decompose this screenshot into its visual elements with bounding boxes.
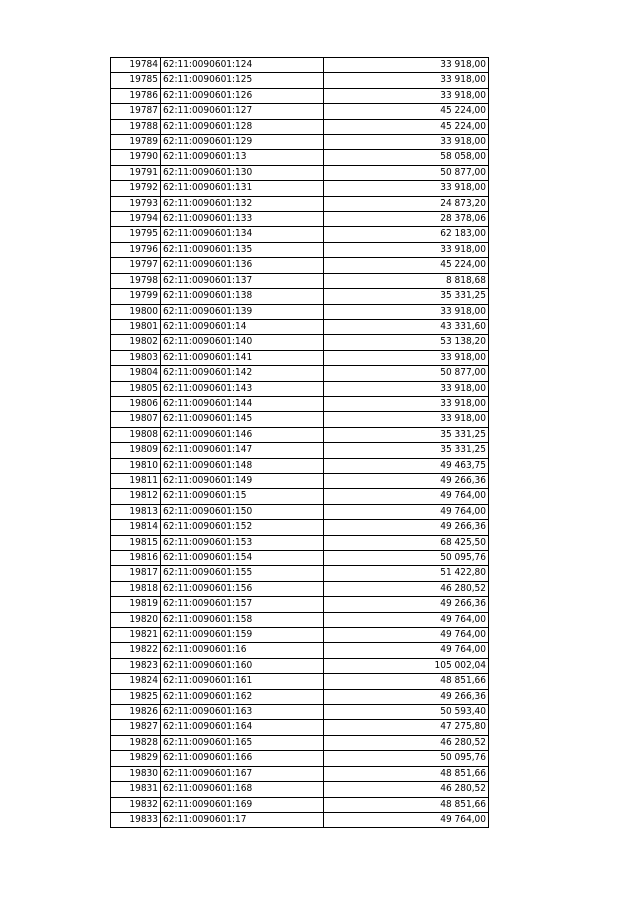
value-cell: 58 058,00	[324, 150, 489, 165]
cadastral-number-cell: 62:11:0090601:153	[161, 535, 324, 550]
value-cell: 49 764,00	[324, 504, 489, 519]
table-row	[111, 674, 489, 689]
row-number-cell: 19824	[111, 674, 161, 689]
value-cell: 46 280,52	[324, 581, 489, 596]
table-row	[111, 504, 489, 519]
cadastral-number-cell: 62:11:0090601:144	[161, 396, 324, 411]
table-row	[111, 119, 489, 134]
table-row	[111, 705, 489, 720]
value-cell: 45 224,00	[324, 119, 489, 134]
value-cell: 46 280,52	[324, 782, 489, 797]
row-number-cell: 19823	[111, 658, 161, 673]
table-row	[111, 751, 489, 766]
cadastral-number-cell: 62:11:0090601:154	[161, 551, 324, 566]
cadastral-number-cell: 62:11:0090601:161	[161, 674, 324, 689]
value-cell: 50 095,76	[324, 751, 489, 766]
table-row	[111, 427, 489, 442]
value-cell: 33 918,00	[324, 304, 489, 319]
cadastral-number-cell: 62:11:0090601:130	[161, 165, 324, 180]
row-number-cell: 19817	[111, 566, 161, 581]
value-cell: 53 138,20	[324, 335, 489, 350]
row-number-cell: 19833	[111, 812, 161, 827]
cadastral-number-cell: 62:11:0090601:13	[161, 150, 324, 165]
value-cell: 33 918,00	[324, 135, 489, 150]
value-cell: 33 918,00	[324, 181, 489, 196]
table-row	[111, 319, 489, 334]
row-number-cell: 19818	[111, 581, 161, 596]
row-number-cell: 19795	[111, 227, 161, 242]
value-cell: 49 266,36	[324, 473, 489, 488]
table-row	[111, 566, 489, 581]
cadastral-number-cell: 62:11:0090601:146	[161, 427, 324, 442]
cadastral-number-cell: 62:11:0090601:167	[161, 766, 324, 781]
value-cell: 35 331,25	[324, 443, 489, 458]
value-cell: 33 918,00	[324, 88, 489, 103]
cadastral-number-cell: 62:11:0090601:160	[161, 658, 324, 673]
cadastral-number-cell: 62:11:0090601:137	[161, 273, 324, 288]
table-row	[111, 612, 489, 627]
table-row	[111, 350, 489, 365]
cadastral-number-cell: 62:11:0090601:124	[161, 58, 324, 73]
value-cell: 62 183,00	[324, 227, 489, 242]
row-number-cell: 19808	[111, 427, 161, 442]
row-number-cell: 19793	[111, 196, 161, 211]
data-table	[110, 57, 489, 828]
value-cell: 35 331,25	[324, 427, 489, 442]
cadastral-number-cell: 62:11:0090601:139	[161, 304, 324, 319]
value-cell: 49 764,00	[324, 489, 489, 504]
table-row	[111, 335, 489, 350]
cadastral-number-cell: 62:11:0090601:134	[161, 227, 324, 242]
table-row	[111, 520, 489, 535]
row-number-cell: 19815	[111, 535, 161, 550]
row-number-cell: 19796	[111, 242, 161, 257]
value-cell: 49 764,00	[324, 812, 489, 827]
value-cell: 28 378,06	[324, 212, 489, 227]
cadastral-number-cell: 62:11:0090601:142	[161, 366, 324, 381]
value-cell: 48 851,66	[324, 797, 489, 812]
row-number-cell: 19829	[111, 751, 161, 766]
table-row	[111, 289, 489, 304]
value-cell: 105 002,04	[324, 658, 489, 673]
value-cell: 33 918,00	[324, 350, 489, 365]
cadastral-number-cell: 62:11:0090601:165	[161, 735, 324, 750]
cadastral-number-cell: 62:11:0090601:156	[161, 581, 324, 596]
cadastral-number-cell: 62:11:0090601:143	[161, 381, 324, 396]
value-cell: 33 918,00	[324, 242, 489, 257]
cadastral-number-cell: 62:11:0090601:152	[161, 520, 324, 535]
value-cell: 49 266,36	[324, 689, 489, 704]
cadastral-number-cell: 62:11:0090601:128	[161, 119, 324, 134]
row-number-cell: 19801	[111, 319, 161, 334]
table-row	[111, 150, 489, 165]
cadastral-number-cell: 62:11:0090601:168	[161, 782, 324, 797]
value-cell: 49 266,36	[324, 597, 489, 612]
cadastral-number-cell: 62:11:0090601:17	[161, 812, 324, 827]
table-row	[111, 766, 489, 781]
cadastral-number-cell: 62:11:0090601:150	[161, 504, 324, 519]
value-cell: 43 331,60	[324, 319, 489, 334]
table-row	[111, 88, 489, 103]
value-cell: 33 918,00	[324, 396, 489, 411]
cadastral-number-cell: 62:11:0090601:169	[161, 797, 324, 812]
row-number-cell: 19802	[111, 335, 161, 350]
table-row	[111, 551, 489, 566]
row-number-cell: 19832	[111, 797, 161, 812]
row-number-cell: 19830	[111, 766, 161, 781]
row-number-cell: 19819	[111, 597, 161, 612]
cadastral-number-cell: 62:11:0090601:147	[161, 443, 324, 458]
value-cell: 49 764,00	[324, 643, 489, 658]
value-cell: 8 818,68	[324, 273, 489, 288]
cadastral-number-cell: 62:11:0090601:126	[161, 88, 324, 103]
row-number-cell: 19797	[111, 258, 161, 273]
table-row	[111, 242, 489, 257]
value-cell: 50 877,00	[324, 165, 489, 180]
row-number-cell: 19787	[111, 104, 161, 119]
row-number-cell: 19788	[111, 119, 161, 134]
cadastral-number-cell: 62:11:0090601:140	[161, 335, 324, 350]
cadastral-number-cell: 62:11:0090601:129	[161, 135, 324, 150]
table-row	[111, 720, 489, 735]
row-number-cell: 19828	[111, 735, 161, 750]
value-cell: 50 095,76	[324, 551, 489, 566]
value-cell: 49 266,36	[324, 520, 489, 535]
row-number-cell: 19807	[111, 412, 161, 427]
cadastral-number-cell: 62:11:0090601:138	[161, 289, 324, 304]
table-row	[111, 104, 489, 119]
value-cell: 35 331,25	[324, 289, 489, 304]
value-cell: 49 764,00	[324, 612, 489, 627]
value-cell: 45 224,00	[324, 258, 489, 273]
value-cell: 33 918,00	[324, 73, 489, 88]
cadastral-number-cell: 62:11:0090601:155	[161, 566, 324, 581]
row-number-cell: 19814	[111, 520, 161, 535]
cadastral-number-cell: 62:11:0090601:136	[161, 258, 324, 273]
value-cell: 46 280,52	[324, 735, 489, 750]
row-number-cell: 19799	[111, 289, 161, 304]
row-number-cell: 19785	[111, 73, 161, 88]
row-number-cell: 19786	[111, 88, 161, 103]
cadastral-number-cell: 62:11:0090601:164	[161, 720, 324, 735]
row-number-cell: 19789	[111, 135, 161, 150]
table-row	[111, 473, 489, 488]
table-row	[111, 689, 489, 704]
table-row	[111, 735, 489, 750]
cadastral-number-cell: 62:11:0090601:131	[161, 181, 324, 196]
table-row	[111, 212, 489, 227]
table-row	[111, 489, 489, 504]
table-body	[111, 58, 489, 828]
cadastral-number-cell: 62:11:0090601:16	[161, 643, 324, 658]
cadastral-number-cell: 62:11:0090601:127	[161, 104, 324, 119]
cadastral-number-cell: 62:11:0090601:166	[161, 751, 324, 766]
row-number-cell: 19803	[111, 350, 161, 365]
table-row	[111, 581, 489, 596]
table-row	[111, 643, 489, 658]
cadastral-number-cell: 62:11:0090601:163	[161, 705, 324, 720]
table-row	[111, 443, 489, 458]
table-row	[111, 396, 489, 411]
row-number-cell: 19792	[111, 181, 161, 196]
table-row	[111, 381, 489, 396]
row-number-cell: 19822	[111, 643, 161, 658]
value-cell: 33 918,00	[324, 412, 489, 427]
row-number-cell: 19806	[111, 396, 161, 411]
row-number-cell: 19821	[111, 628, 161, 643]
table-row	[111, 412, 489, 427]
table-row	[111, 628, 489, 643]
row-number-cell: 19784	[111, 58, 161, 73]
value-cell: 50 877,00	[324, 366, 489, 381]
row-number-cell: 19805	[111, 381, 161, 396]
cadastral-number-cell: 62:11:0090601:162	[161, 689, 324, 704]
cadastral-number-cell: 62:11:0090601:141	[161, 350, 324, 365]
table-row	[111, 658, 489, 673]
table-row	[111, 58, 489, 73]
value-cell: 68 425,50	[324, 535, 489, 550]
value-cell: 47 275,80	[324, 720, 489, 735]
row-number-cell: 19827	[111, 720, 161, 735]
cadastral-number-cell: 62:11:0090601:148	[161, 458, 324, 473]
table-row	[111, 273, 489, 288]
row-number-cell: 19812	[111, 489, 161, 504]
cadastral-number-cell: 62:11:0090601:145	[161, 412, 324, 427]
table-row	[111, 797, 489, 812]
cadastral-number-cell: 62:11:0090601:133	[161, 212, 324, 227]
value-cell: 50 593,40	[324, 705, 489, 720]
table-row	[111, 73, 489, 88]
row-number-cell: 19825	[111, 689, 161, 704]
value-cell: 49 764,00	[324, 628, 489, 643]
row-number-cell: 19790	[111, 150, 161, 165]
cadastral-number-cell: 62:11:0090601:125	[161, 73, 324, 88]
value-cell: 33 918,00	[324, 58, 489, 73]
value-cell: 48 851,66	[324, 674, 489, 689]
cadastral-number-cell: 62:11:0090601:149	[161, 473, 324, 488]
table-row	[111, 366, 489, 381]
value-cell: 45 224,00	[324, 104, 489, 119]
row-number-cell: 19813	[111, 504, 161, 519]
row-number-cell: 19809	[111, 443, 161, 458]
row-number-cell: 19831	[111, 782, 161, 797]
cadastral-number-cell: 62:11:0090601:158	[161, 612, 324, 627]
cadastral-number-cell: 62:11:0090601:132	[161, 196, 324, 211]
table-row	[111, 135, 489, 150]
row-number-cell: 19804	[111, 366, 161, 381]
table-row	[111, 782, 489, 797]
row-number-cell: 19816	[111, 551, 161, 566]
cadastral-number-cell: 62:11:0090601:157	[161, 597, 324, 612]
row-number-cell: 19800	[111, 304, 161, 319]
table-row	[111, 181, 489, 196]
table-row	[111, 535, 489, 550]
row-number-cell: 19826	[111, 705, 161, 720]
table-row	[111, 597, 489, 612]
cadastral-number-cell: 62:11:0090601:135	[161, 242, 324, 257]
cadastral-number-cell: 62:11:0090601:15	[161, 489, 324, 504]
row-number-cell: 19811	[111, 473, 161, 488]
cadastral-number-cell: 62:11:0090601:159	[161, 628, 324, 643]
value-cell: 33 918,00	[324, 381, 489, 396]
table-row	[111, 165, 489, 180]
row-number-cell: 19798	[111, 273, 161, 288]
cadastral-number-cell: 62:11:0090601:14	[161, 319, 324, 334]
row-number-cell: 19810	[111, 458, 161, 473]
row-number-cell: 19794	[111, 212, 161, 227]
value-cell: 24 873,20	[324, 196, 489, 211]
value-cell: 49 463,75	[324, 458, 489, 473]
table-row	[111, 458, 489, 473]
table-row	[111, 196, 489, 211]
value-cell: 51 422,80	[324, 566, 489, 581]
value-cell: 48 851,66	[324, 766, 489, 781]
table-row	[111, 812, 489, 827]
row-number-cell: 19791	[111, 165, 161, 180]
table-row	[111, 304, 489, 319]
table-row	[111, 258, 489, 273]
row-number-cell: 19820	[111, 612, 161, 627]
table-row	[111, 227, 489, 242]
